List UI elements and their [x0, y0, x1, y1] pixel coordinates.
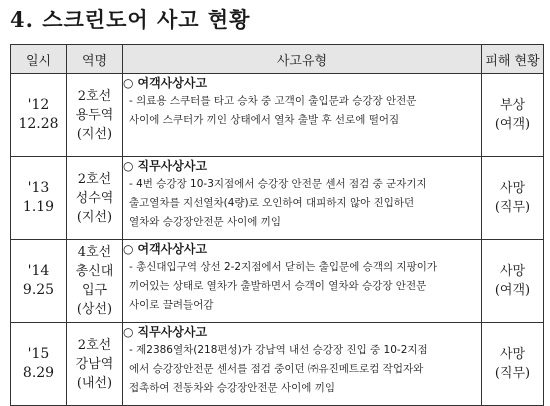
damage-line: (직무): [494, 366, 531, 381]
header-row: [11, 45, 544, 74]
date-cell: [11, 323, 67, 406]
accident-type-heading: [123, 240, 481, 258]
damage-line: 부상: [499, 98, 526, 113]
accident-type-label: 직무사상사고: [137, 325, 208, 339]
description-line: - 제2386열차(218편성)가 강남역 내선 승강장 진입 중 10-2지점: [129, 344, 428, 356]
description-line: 사이로 끌려들어감: [129, 299, 214, 311]
accident-description: [123, 341, 481, 398]
table-row: [11, 240, 544, 323]
damage-line: (직무): [494, 200, 531, 215]
section-title: 4. 스크린도어 사고 현황: [10, 7, 251, 32]
date-line: '13: [27, 180, 50, 196]
date-line: 9.25: [22, 282, 55, 298]
bullet-icon: ○: [123, 325, 134, 339]
accident-type-label: 직무사상사고: [137, 159, 208, 173]
description-line: 열차와 승강장안전문 사이에 끼임: [129, 216, 282, 228]
station-line: 2호선: [77, 171, 112, 187]
accident-description: [123, 258, 481, 315]
accident-type-label: 여객사상사고: [137, 242, 208, 256]
accident-type-heading: [123, 157, 481, 175]
header-type: 사고유형: [123, 45, 482, 74]
accident-type-heading: [123, 323, 481, 341]
description-cell: [123, 157, 482, 240]
accident-type-heading: [123, 74, 481, 92]
description-line: 출고열차를 지선열차(4량)로 오인하여 대피하지 않아 진입하던: [129, 197, 415, 209]
damage-line: 사망: [499, 264, 526, 279]
description-cell: [123, 74, 482, 157]
damage-cell: [482, 74, 544, 157]
station-line: 성수역: [75, 190, 114, 206]
header-station: 역명: [67, 45, 123, 74]
station-cell: [67, 240, 123, 323]
damage-line: (여객): [494, 117, 531, 132]
bullet-icon: ○: [123, 76, 134, 90]
station-line: 강남역: [75, 356, 114, 372]
station-line: 2호선: [77, 337, 112, 353]
date-cell: [11, 74, 67, 157]
damage-cell: [482, 157, 544, 240]
date-line: '15: [27, 346, 50, 362]
date-line: 1.19: [22, 199, 55, 215]
table-row: [11, 74, 544, 157]
header-date: 일시: [11, 45, 67, 74]
bullet-icon: ○: [123, 242, 134, 256]
station-cell: [67, 323, 123, 406]
station-cell: [67, 74, 123, 157]
header-damage: 피해 현황: [482, 45, 544, 74]
description-line: 사이에 스쿠터가 끼인 상태에서 열차 출발 후 선로에 떨어짐: [129, 114, 400, 126]
description-cell: [123, 240, 482, 323]
description-line: - 의료용 스쿠터를 타고 승차 중 고객이 출입문과 승강장 안전문: [129, 95, 417, 107]
station-line: (상선): [76, 302, 113, 317]
description-line: - 총신대입구역 상선 2-2지점에서 닫히는 출입문에 승객의 지팡이가: [129, 261, 438, 273]
accident-type-label: 여객사상사고: [137, 76, 208, 90]
date-line: 8.29: [22, 365, 55, 381]
damage-line: 사망: [499, 181, 526, 196]
table-body: [11, 74, 544, 406]
station-line: (내선): [76, 375, 113, 391]
station-line: (지선): [76, 126, 113, 142]
accident-table: [10, 44, 544, 406]
damage-cell: [482, 240, 544, 323]
accident-description: [123, 92, 481, 130]
date-cell: [11, 240, 67, 323]
station-line: 2호선: [77, 88, 112, 104]
station-cell: [67, 157, 123, 240]
description-line: 접촉하여 전동차와 승강장안전문 사이에 끼임: [129, 382, 336, 394]
damage-line: (여객): [494, 283, 531, 298]
accident-description: [123, 175, 481, 232]
date-cell: [11, 157, 67, 240]
description-cell: [123, 323, 482, 406]
date-line: '12: [27, 97, 50, 113]
date-line: '14: [27, 263, 50, 279]
station-line: (지선): [76, 209, 113, 225]
damage-cell: [482, 323, 544, 406]
table-row: [11, 157, 544, 240]
station-line: 총신대: [75, 264, 114, 279]
station-line: 4호선: [77, 245, 112, 260]
damage-line: 사망: [499, 347, 526, 362]
date-line: 12.28: [18, 116, 59, 132]
description-line: - 4번 승강장 10-3지점에서 승강장 안전문 센서 점검 중 군자기지: [129, 178, 427, 190]
bullet-icon: ○: [123, 159, 134, 173]
station-line: 입구: [81, 283, 108, 298]
description-line: 끼어있는 상태로 열차가 출발하면서 승객이 열차와 승강장 안전문: [129, 280, 427, 292]
description-line: 에서 승강장안전문 센서를 점검 중이던 ㈜유진메트로컴 작업자와: [129, 363, 424, 375]
table-row: [11, 323, 544, 406]
station-line: 용두역: [75, 107, 114, 123]
